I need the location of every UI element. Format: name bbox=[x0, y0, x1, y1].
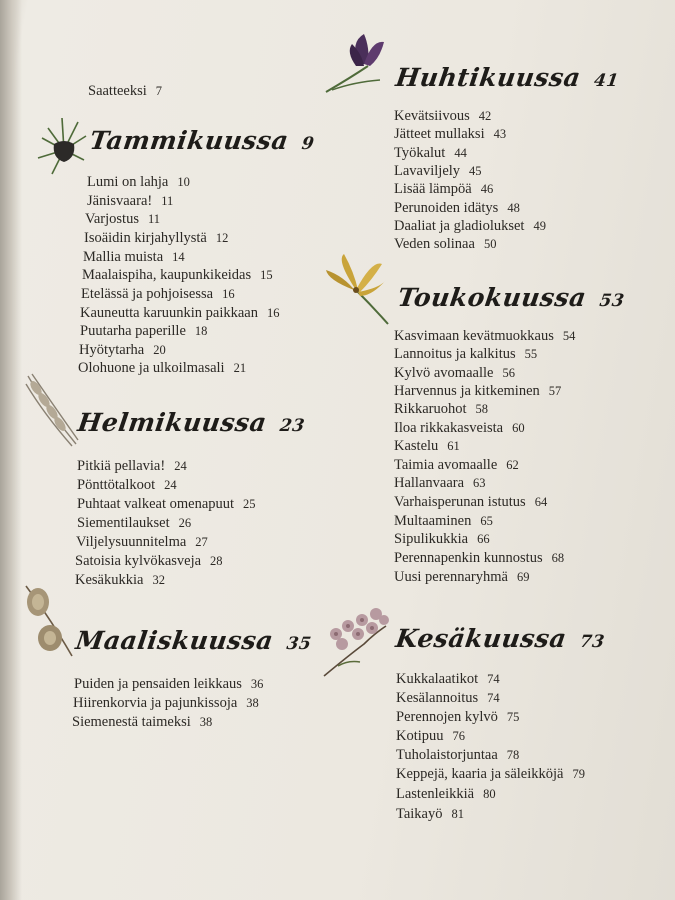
toc-entry: Kasvimaan kevätmuokkaus 54 bbox=[394, 328, 576, 344]
toc-entry: Jänisvaara! 11 bbox=[87, 193, 174, 209]
toc-entry: Siemenestä taimeksi 38 bbox=[72, 714, 213, 730]
section-heading-huhtikuussa: Huhtikuussa 41 bbox=[393, 63, 621, 92]
toc-entry: Tuholaistorjuntaa 78 bbox=[396, 747, 520, 763]
toc-entry: Sipulikukkia 66 bbox=[394, 531, 490, 547]
toc-entry: Multaaminen 65 bbox=[394, 513, 493, 529]
toc-entry: Taimia avomaalle 62 bbox=[394, 457, 519, 473]
toc-entry: Kastelu 61 bbox=[394, 438, 460, 454]
toc-entry: Keppejä, kaaria ja säleikköjä 79 bbox=[396, 766, 585, 782]
toc-entry: Perennapenkin kunnostus 68 bbox=[394, 550, 565, 566]
toc-entry: Perennojen kylvö 75 bbox=[396, 709, 520, 725]
toc-entry: Perunoiden idätys 48 bbox=[394, 200, 520, 216]
toc-entry: Kevätsiivous 42 bbox=[394, 108, 492, 124]
entry-page: 7 bbox=[155, 84, 163, 98]
toc-entry: Hiirenkorvia ja pajunkissoja 38 bbox=[73, 695, 259, 711]
section-heading-toukokuussa: Toukokuussa 53 bbox=[395, 283, 626, 312]
toc-entry: Uusi perennaryhmä 69 bbox=[394, 569, 530, 585]
toc-entry: Lumi on lahja 10 bbox=[87, 174, 190, 190]
toc-entry: Lisää lämpöä 46 bbox=[394, 181, 494, 197]
catkin-illustration-icon bbox=[16, 576, 78, 662]
entry-label: Saatteeksi bbox=[88, 83, 147, 99]
toc-entry: Puhtaat valkeat omenapuut 25 bbox=[77, 496, 256, 512]
crocus-illustration-icon bbox=[320, 30, 390, 98]
toc-entry: Puutarha paperille 18 bbox=[80, 323, 208, 339]
toc-entry: Työkalut 44 bbox=[394, 145, 467, 161]
toc-entry: Satoisia kylvökasveja 28 bbox=[75, 553, 223, 569]
toc-entry: Kotipuu 76 bbox=[396, 728, 466, 744]
grain-illustration-icon bbox=[22, 370, 80, 450]
toc-entry: Varhaisperunan istutus 64 bbox=[394, 494, 548, 510]
toc-entry: Lannoitus ja kalkitus 55 bbox=[394, 346, 538, 362]
lily-illustration-icon bbox=[322, 250, 392, 326]
book-spine-shadow bbox=[0, 0, 22, 900]
toc-entry: Pönttötalkoot 24 bbox=[77, 477, 177, 493]
toc-entry: Kesäkukkia 32 bbox=[75, 572, 165, 588]
section-heading-kesakuussa: Kesäkuussa 73 bbox=[393, 624, 606, 653]
toc-entry: Lastenleikkiä 80 bbox=[396, 786, 496, 802]
toc-entry: Kukkalaatikot 74 bbox=[396, 671, 500, 687]
toc-entry: Harvennus ja kitkeminen 57 bbox=[394, 383, 562, 399]
toc-entry: Kesälannoitus 74 bbox=[396, 690, 500, 706]
toc-entry: Mallia muista 14 bbox=[83, 249, 185, 265]
toc-entry-intro bbox=[88, 82, 162, 100]
toc-entry: Veden solinaa 50 bbox=[394, 236, 497, 252]
toc-entry: Etelässä ja pohjoisessa 16 bbox=[81, 286, 235, 302]
toc-entry: Taikayö 81 bbox=[396, 806, 464, 822]
section-heading-helmikuussa: Helmikuussa 23 bbox=[75, 408, 307, 437]
toc-entry: Olohuone ja ulkoilmasali 21 bbox=[78, 360, 247, 376]
toc-entry: Maalaispiha, kaupunkikeidas 15 bbox=[82, 267, 273, 283]
toc-entry: Kylvö avomaalle 56 bbox=[394, 365, 515, 381]
toc-entry: Pitkiä pellavia! 24 bbox=[77, 458, 187, 474]
section-heading-maaliskuussa: Maaliskuussa 35 bbox=[73, 626, 313, 655]
toc-entry: Puiden ja pensaiden leikkaus 36 bbox=[74, 676, 264, 692]
toc-entry: Lavaviljely 45 bbox=[394, 163, 482, 179]
toc-entry: Hallanvaara 63 bbox=[394, 475, 486, 491]
blossom-illustration-icon bbox=[318, 604, 394, 682]
toc-entry: Iloa rikkakasveista 60 bbox=[394, 420, 525, 436]
plant-illustration-icon bbox=[34, 114, 90, 180]
toc-entry: Daaliat ja gladiolukset 49 bbox=[394, 218, 546, 234]
toc-entry: Siementilaukset 26 bbox=[77, 515, 192, 531]
toc-entry: Viljelysuunnitelma 27 bbox=[76, 534, 208, 550]
section-heading-tammikuussa: Tammikuussa 9 bbox=[87, 126, 316, 155]
toc-entry: Rikkaruohot 58 bbox=[394, 401, 488, 417]
toc-entry: Jätteet mullaksi 43 bbox=[394, 126, 507, 142]
toc-entry: Varjostus 11 bbox=[85, 211, 161, 227]
toc-entry: Hyötytarha 20 bbox=[79, 342, 166, 358]
toc-entry: Kauneutta karuunkin paikkaan 16 bbox=[80, 305, 280, 321]
toc-entry: Isoäidin kirjahyllystä 12 bbox=[84, 230, 229, 246]
